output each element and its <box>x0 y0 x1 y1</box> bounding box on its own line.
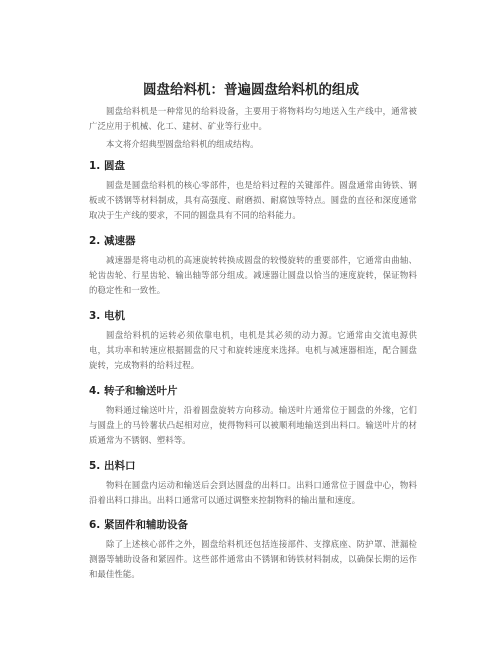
section-2-heading: 2. 减速器 <box>89 235 136 247</box>
section-6-body: 除了上述核心部件之外，圆盘给料机还包括连接部件、支撑底座、防护罩、泄漏检测器等辅助设备和紧固件。这些部件通常由不锈钢和铸铁材料制成，以确保长期的运作和最佳性能。 <box>89 539 417 580</box>
section-4-heading: 4. 转子和输送叶片 <box>89 385 178 397</box>
section-5-heading: 5. 出料口 <box>89 460 136 472</box>
section-2-body: 减速器是将电动机的高速旋转转换成圆盘的较慢旋转的重要部件，它通常由曲轴、轮齿齿轮、行星齿轮、输出轴等部分组成。减速器让圆盘以恰当的速度旋转，保证物料的稳定性和一致性。 <box>89 255 417 296</box>
section-3-heading: 3. 电机 <box>89 310 125 322</box>
section-1-body: 圆盘是圆盘给料机的核心零部件，也是给料过程的关键部件。圆盘通常由铸铁、钢板或不锈钢等材料制成，具有高强度、耐磨损、耐腐蚀等特点。圆盘的直径和深度通常取决于生产线的要求，不同的圆盘具有不同的给料能力。 <box>89 180 417 221</box>
section-3-body: 圆盘给料机的运转必须依靠电机，电机是其必须的动力源。它通常由交流电源供电，其功率和转速应根据圆盘的尺寸和旋转速度来选择。电机与减速器相连，配合圆盘旋转，完成物料的给料过程。 <box>89 330 417 371</box>
section-6-heading: 6. 紧固件和辅助设备 <box>89 519 188 531</box>
section-4-body: 物料通过输送叶片，沿着圆盘旋转方向移动。输送叶片通常位于圆盘的外缘，它们与圆盘上的马铃薯状凸起相对应，使得物料可以被顺利地输送到出料口。输送叶片的材质通常为不锈钢、塑料等。 <box>89 405 417 446</box>
section-1-heading: 1. 圆盘 <box>89 160 125 172</box>
intro-paragraph-1: 圆盘给料机是一种常见的给料设备，主要用于将物料均匀地送入生产线中，通常被广泛应用于机械、化工、建材、矿业等行业中。 <box>89 106 417 132</box>
section-5-body: 物料在圆盘内运动和输送后会到达圆盘的出料口。出料口通常位于圆盘中心，物料沿着出料口排出。出料口通常可以通过调整来控制物料的输出量和速度。 <box>89 480 417 506</box>
document-title: 圆盘给料机：普遍圆盘给料机的组成 <box>143 82 359 98</box>
intro-paragraph-2: 本文将介绍典型圆盘给料机的组成结构。 <box>106 139 259 149</box>
